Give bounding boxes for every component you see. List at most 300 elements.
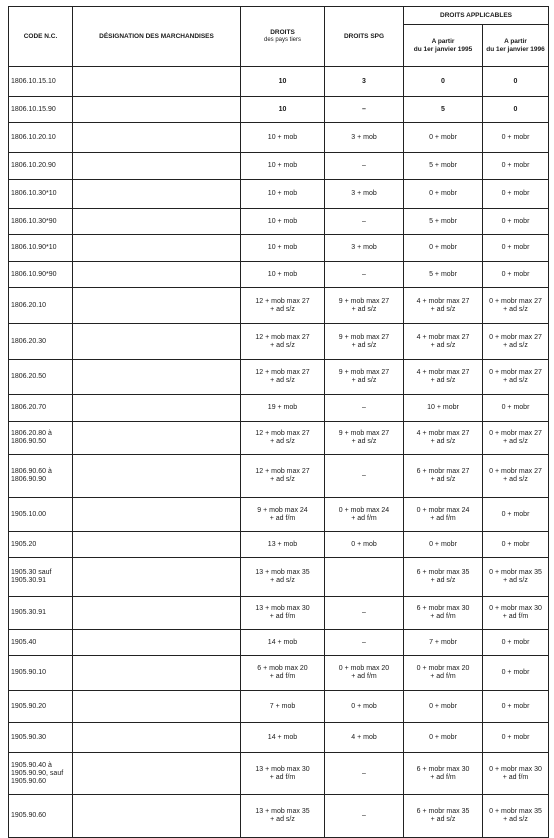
from-1995-cell: [404, 498, 483, 532]
from-1996-cell: [483, 395, 549, 422]
from-1995-cell-line: 7 + mobr: [429, 638, 457, 646]
pays-tiers-cell-line: + ad s/z: [270, 341, 295, 349]
tariff-body: [9, 67, 549, 838]
pays-tiers-cell: [241, 795, 325, 838]
pays-tiers-cell-line: + ad f/m: [269, 773, 296, 781]
spg-cell: [325, 422, 404, 455]
from-1995-cell: [404, 262, 483, 288]
from-1996-cell-line: 0 + mobr max 27: [489, 468, 542, 475]
spg-cell-line: –: [362, 769, 366, 777]
from-1996-cell-line: 0 + mobr: [501, 702, 530, 710]
from-1995-cell-line: + ad s/z: [430, 816, 456, 823]
from-1996-cell-line: 0 + mobr max 27: [489, 333, 542, 341]
from-1995-cell-line: 4 + mobr max 27: [416, 297, 470, 305]
from-1995-cell-line: 6 + mobr max 30: [416, 605, 470, 612]
header-from-1995-line1: A partir: [431, 37, 455, 45]
spg-cell: [325, 656, 404, 691]
pays-tiers-cell: [241, 753, 325, 795]
pays-tiers-cell-line: 14 + mob: [267, 638, 298, 646]
code-cell-line: 1905.90.60: [11, 812, 47, 819]
pays-tiers-cell: [241, 656, 325, 691]
from-1995-cell: [404, 753, 483, 795]
designation-cell: [73, 97, 241, 123]
from-1995-cell-line: + ad f/m: [430, 514, 456, 522]
header-pays-tiers-sub: des pays tiers: [263, 37, 302, 43]
pays-tiers-cell: [241, 455, 325, 498]
table-row: [9, 656, 549, 691]
from-1996-cell-line: 0: [513, 105, 518, 113]
spg-cell-line: + ad s/z: [351, 341, 377, 349]
from-1995-cell: [404, 180, 483, 209]
table-row: [9, 209, 549, 235]
from-1995-cell: [404, 422, 483, 455]
header-from-1995-line2: du 1er janvier 1995: [413, 45, 473, 53]
from-1995-cell-line: + ad s/z: [430, 341, 456, 349]
spg-cell: [325, 532, 404, 558]
pays-tiers-cell-line: 10: [278, 105, 287, 113]
from-1995-cell-line: + ad s/z: [430, 577, 456, 584]
from-1995-cell-line: + ad s/z: [430, 377, 456, 384]
spg-cell-line: + ad f/m: [351, 673, 377, 680]
designation-cell: [73, 180, 241, 209]
from-1996-cell: [483, 180, 549, 209]
from-1996-cell: [483, 153, 549, 180]
spg-cell-line: –: [362, 105, 366, 113]
spg-cell-line: 3 + mob: [351, 190, 377, 197]
pays-tiers-cell-line: 10 + mob: [267, 162, 298, 169]
from-1995-cell: [404, 723, 483, 753]
from-1995-cell: [404, 288, 483, 324]
from-1995-cell: [404, 235, 483, 262]
from-1996-cell-line: 0 + mobr: [501, 733, 530, 741]
pays-tiers-cell-line: + ad s/z: [270, 305, 295, 313]
spg-cell-line: –: [362, 812, 366, 819]
spg-cell-line: –: [362, 404, 366, 411]
from-1995-cell: [404, 630, 483, 656]
pays-tiers-cell: [241, 324, 325, 360]
header-pays-tiers: [241, 7, 325, 67]
code-cell-line: 1905.30.91: [11, 609, 47, 616]
code-cell: [9, 97, 73, 123]
code-cell: [9, 753, 73, 795]
spg-cell: [325, 723, 404, 753]
from-1995-cell: [404, 123, 483, 153]
from-1996-cell: [483, 558, 549, 597]
code-cell: [9, 180, 73, 209]
code-cell-line: 1806.20.30: [11, 337, 47, 345]
pays-tiers-cell-line: 12 + mob max 27: [255, 430, 310, 437]
spg-cell: [325, 324, 404, 360]
code-cell-line: 1806.10.30*10: [11, 190, 57, 197]
from-1996-cell-line: 0 + mobr: [501, 270, 530, 278]
from-1996-cell: [483, 324, 549, 360]
from-1996-cell-line: 0 + mobr max 35: [489, 808, 542, 815]
pays-tiers-cell: [241, 67, 325, 97]
table-row: [9, 67, 549, 97]
code-cell-line: 1806.20.50: [11, 373, 47, 380]
code-cell: [9, 691, 73, 723]
pays-tiers-cell: [241, 288, 325, 324]
from-1995-cell: [404, 209, 483, 235]
from-1995-cell-line: 6 + mobr max 30: [416, 765, 470, 773]
pays-tiers-cell-line: 10 + mob: [267, 270, 298, 278]
spg-cell: [325, 97, 404, 123]
code-cell: [9, 597, 73, 630]
spg-cell-line: + ad f/m: [351, 514, 377, 522]
from-1995-cell-line: 5 + mobr: [429, 162, 457, 169]
code-cell-line: 1806.10.20.10: [11, 133, 56, 141]
from-1995-cell-line: + ad s/z: [430, 476, 456, 483]
tariff-table: [8, 6, 549, 838]
spg-cell: [325, 395, 404, 422]
spg-cell-line: + ad s/z: [351, 377, 377, 384]
from-1996-cell: [483, 630, 549, 656]
pays-tiers-cell: [241, 180, 325, 209]
table-row: [9, 395, 549, 422]
pays-tiers-cell-line: + ad f/m: [269, 514, 296, 522]
code-cell-line: 1905.90.60: [11, 777, 47, 785]
spg-cell-line: 0 + mob max 24: [338, 506, 390, 514]
code-cell-line: 1806.90.50: [11, 438, 47, 445]
from-1996-cell: [483, 656, 549, 691]
header-code: CODE N.C.: [9, 7, 73, 67]
from-1996-cell-line: 0 + mobr: [501, 162, 530, 169]
from-1995-cell: [404, 360, 483, 395]
spg-cell: [325, 123, 404, 153]
from-1995-cell: [404, 67, 483, 97]
from-1995-cell-line: 4 + mobr max 27: [416, 369, 470, 376]
from-1995-cell-line: 0: [441, 77, 445, 85]
from-1995-cell-line: 0 + mobr: [429, 133, 457, 141]
code-cell: [9, 324, 73, 360]
code-cell-line: 1806.20.70: [11, 404, 47, 411]
designation-cell: [73, 422, 241, 455]
spg-cell-line: –: [362, 638, 366, 646]
from-1995-cell-line: 6 + mobr max 27: [416, 468, 470, 475]
from-1996-cell-line: + ad s/z: [503, 377, 528, 384]
from-1996-cell-line: 0 + mobr max 27: [489, 369, 542, 376]
table-row: [9, 455, 549, 498]
table-row: [9, 324, 549, 360]
from-1995-cell-line: + ad f/m: [430, 773, 456, 781]
spg-cell: [325, 209, 404, 235]
header-pays-tiers-main: DROITS: [270, 29, 295, 36]
table-row: [9, 123, 549, 153]
spg-cell-line: –: [362, 270, 366, 278]
spg-cell: [325, 753, 404, 795]
table-row: [9, 422, 549, 455]
pays-tiers-cell: [241, 123, 325, 153]
code-cell-line: 1905.30 sauf: [11, 569, 52, 576]
code-cell: [9, 123, 73, 153]
from-1995-cell-line: 6 + mobr max 35: [416, 808, 470, 815]
code-cell-line: 1905.90.10: [11, 669, 47, 676]
from-1996-cell-line: 0 + mobr max 27: [489, 297, 542, 305]
spg-cell: [325, 180, 404, 209]
from-1995-cell-line: 4 + mobr max 27: [416, 430, 470, 437]
spg-cell: [325, 630, 404, 656]
from-1995-cell-line: 6 + mobr max 35: [416, 569, 470, 576]
from-1995-cell-line: 4 + mobr max 27: [416, 333, 470, 341]
from-1995-cell: [404, 97, 483, 123]
code-cell-line: 1806.10.30*90: [11, 217, 57, 225]
pays-tiers-cell-line: 12 + mob max 27: [255, 297, 310, 305]
table-row: [9, 723, 549, 753]
table-row: [9, 180, 549, 209]
code-cell-line: 1905.40: [11, 638, 37, 646]
from-1995-cell-line: + ad f/m: [430, 613, 456, 620]
from-1996-cell-line: 0 + mobr: [501, 510, 530, 518]
from-1996-cell-line: + ad s/z: [503, 816, 528, 823]
code-cell: [9, 422, 73, 455]
pays-tiers-cell: [241, 209, 325, 235]
pays-tiers-cell-line: 13 + mob max 30: [255, 765, 310, 773]
spg-cell-line: 0 + mob: [351, 540, 377, 548]
from-1996-cell-line: 0 + mobr: [501, 190, 530, 197]
spg-cell-line: 3: [362, 77, 366, 85]
from-1995-cell: [404, 153, 483, 180]
pays-tiers-cell: [241, 532, 325, 558]
from-1995-cell-line: 0 + mobr: [429, 702, 457, 710]
code-cell-line: 1905.10.00: [11, 510, 47, 518]
table-row: [9, 558, 549, 597]
code-cell-line: 1905.90.40 à: [11, 761, 52, 769]
code-cell: [9, 455, 73, 498]
from-1995-cell: [404, 795, 483, 838]
pays-tiers-cell-line: 13 + mob max 35: [255, 569, 310, 576]
table-row: [9, 795, 549, 838]
designation-cell: [73, 558, 241, 597]
from-1995-cell-line: 10 + mobr: [427, 404, 459, 411]
from-1995-cell-line: 0 + mobr: [429, 733, 457, 741]
designation-cell: [73, 498, 241, 532]
from-1996-cell: [483, 532, 549, 558]
from-1996-cell-line: 0 + mobr: [501, 217, 530, 225]
table-row: [9, 753, 549, 795]
table-row: [9, 630, 549, 656]
code-cell: [9, 558, 73, 597]
from-1996-cell-line: 0 + mobr: [501, 244, 530, 251]
spg-cell-line: –: [362, 472, 366, 479]
spg-cell: [325, 67, 404, 97]
from-1995-cell-line: 5: [441, 105, 445, 113]
spg-cell-line: 3 + mob: [351, 133, 377, 141]
designation-cell: [73, 288, 241, 324]
pays-tiers-cell-line: 10 + mob: [267, 217, 298, 225]
designation-cell: [73, 235, 241, 262]
designation-cell: [73, 67, 241, 97]
spg-cell-line: + ad s/z: [351, 438, 377, 445]
from-1995-cell: [404, 324, 483, 360]
spg-cell: [325, 795, 404, 838]
from-1995-cell-line: 0 + mobr max 20: [416, 665, 470, 672]
spg-cell: [325, 691, 404, 723]
code-cell-line: 1905.90.20: [11, 702, 47, 710]
header-from-1996: [483, 25, 549, 67]
header-from-1995: [404, 25, 483, 67]
code-cell: [9, 395, 73, 422]
designation-cell: [73, 123, 241, 153]
spg-cell-line: + ad s/z: [351, 305, 377, 313]
pays-tiers-cell: [241, 691, 325, 723]
from-1996-cell: [483, 209, 549, 235]
designation-cell: [73, 656, 241, 691]
table-row: [9, 691, 549, 723]
from-1996-cell: [483, 288, 549, 324]
table-row: [9, 360, 549, 395]
from-1995-cell: [404, 455, 483, 498]
pays-tiers-cell: [241, 597, 325, 630]
code-cell: [9, 532, 73, 558]
tariff-page: [8, 6, 548, 838]
designation-cell: [73, 753, 241, 795]
pays-tiers-cell-line: 12 + mob max 27: [255, 333, 310, 341]
table-row: [9, 498, 549, 532]
from-1996-cell: [483, 97, 549, 123]
from-1996-cell: [483, 67, 549, 97]
from-1995-cell-line: + ad f/m: [430, 673, 456, 680]
designation-cell: [73, 597, 241, 630]
pays-tiers-cell-line: 14 + mob: [267, 733, 298, 741]
designation-cell: [73, 691, 241, 723]
code-cell: [9, 288, 73, 324]
from-1996-cell-line: 0 + mobr: [501, 540, 530, 548]
code-cell-line: 1905.90.30: [11, 733, 47, 741]
from-1995-cell: [404, 597, 483, 630]
from-1995-cell: [404, 532, 483, 558]
from-1996-cell-line: + ad f/m: [502, 613, 529, 620]
table-row: [9, 288, 549, 324]
from-1996-cell: [483, 753, 549, 795]
from-1996-cell: [483, 262, 549, 288]
spg-cell-line: 3 + mob: [351, 244, 377, 251]
code-cell-line: 1806.20.80 à: [11, 430, 52, 437]
spg-cell-line: –: [362, 609, 366, 616]
pays-tiers-cell: [241, 395, 325, 422]
pays-tiers-cell-line: 7 + mob: [269, 702, 296, 710]
pays-tiers-cell: [241, 558, 325, 597]
spg-cell-line: –: [362, 162, 366, 169]
from-1996-cell-line: + ad s/z: [503, 476, 528, 483]
pays-tiers-cell-line: + ad s/z: [270, 438, 295, 445]
from-1996-cell: [483, 360, 549, 395]
code-cell: [9, 723, 73, 753]
spg-cell: [325, 455, 404, 498]
table-row: [9, 235, 549, 262]
header-from-1996-line2: du 1er janvier 1996: [486, 45, 545, 53]
from-1996-cell-line: + ad s/z: [503, 438, 528, 445]
pays-tiers-cell: [241, 97, 325, 123]
spg-cell: [325, 235, 404, 262]
designation-cell: [73, 209, 241, 235]
pays-tiers-cell-line: 10 + mob: [267, 190, 298, 197]
code-cell-line: 1806.10.15.90: [11, 105, 56, 113]
pays-tiers-cell-line: 10 + mob: [267, 133, 298, 141]
spg-cell-line: 9 + mob max 27: [338, 430, 390, 437]
from-1996-cell-line: 0 + mobr: [501, 669, 530, 676]
from-1996-cell: [483, 597, 549, 630]
code-cell: [9, 656, 73, 691]
pays-tiers-cell-line: + ad s/z: [270, 377, 295, 384]
spg-cell: [325, 262, 404, 288]
from-1996-cell: [483, 498, 549, 532]
designation-cell: [73, 324, 241, 360]
spg-cell: [325, 360, 404, 395]
designation-cell: [73, 723, 241, 753]
spg-cell-line: –: [362, 217, 366, 225]
pays-tiers-cell: [241, 723, 325, 753]
code-cell-line: 1905.30.91: [11, 577, 47, 584]
code-cell-line: 1806.10.90*10: [11, 244, 57, 251]
from-1995-cell: [404, 656, 483, 691]
spg-cell-line: 4 + mob: [351, 733, 377, 741]
code-cell: [9, 630, 73, 656]
from-1996-cell-line: 0 + mobr max 30: [489, 605, 542, 612]
pays-tiers-cell: [241, 360, 325, 395]
pays-tiers-cell-line: 13 + mob: [267, 540, 298, 548]
from-1996-cell: [483, 422, 549, 455]
spg-cell: [325, 558, 404, 597]
code-cell-line: 1806.90.60 à: [11, 468, 52, 475]
pays-tiers-cell-line: 12 + mob max 27: [255, 468, 310, 475]
code-cell: [9, 262, 73, 288]
from-1995-cell-line: 0 + mobr: [429, 244, 457, 251]
header-designation: DÉSIGNATION DES MARCHANDISES: [73, 7, 241, 67]
code-cell: [9, 235, 73, 262]
designation-cell: [73, 360, 241, 395]
from-1995-cell-line: 0 + mobr: [429, 190, 457, 197]
code-cell-line: 1905.90.90, sauf: [11, 769, 64, 777]
code-cell: [9, 795, 73, 838]
designation-cell: [73, 532, 241, 558]
designation-cell: [73, 395, 241, 422]
code-cell-line: 1806.10.20.90: [11, 162, 56, 169]
designation-cell: [73, 262, 241, 288]
pays-tiers-cell-line: + ad s/z: [270, 816, 295, 823]
code-cell-line: 1806.90.90: [11, 476, 47, 483]
from-1995-cell-line: 5 + mobr: [429, 217, 457, 225]
from-1995-cell: [404, 395, 483, 422]
code-cell: [9, 209, 73, 235]
from-1996-cell-line: 0 + mobr max 30: [489, 765, 542, 773]
pays-tiers-cell-line: + ad f/m: [269, 673, 296, 680]
pays-tiers-cell-line: + ad s/z: [270, 476, 295, 483]
from-1996-cell-line: 0: [513, 77, 518, 85]
spg-cell: [325, 153, 404, 180]
code-cell-line: 1806.20.10: [11, 301, 47, 309]
from-1996-cell-line: 0 + mobr max 35: [489, 569, 542, 576]
code-cell: [9, 67, 73, 97]
from-1996-cell: [483, 795, 549, 838]
pays-tiers-cell-line: + ad f/m: [269, 613, 296, 620]
table-row: [9, 262, 549, 288]
pays-tiers-cell: [241, 262, 325, 288]
from-1996-cell-line: + ad s/z: [503, 577, 528, 584]
pays-tiers-cell: [241, 498, 325, 532]
code-cell: [9, 153, 73, 180]
pays-tiers-cell: [241, 235, 325, 262]
from-1996-cell: [483, 723, 549, 753]
designation-cell: [73, 153, 241, 180]
from-1996-cell-line: 0 + mobr: [501, 133, 530, 141]
from-1996-cell-line: + ad f/m: [502, 773, 529, 781]
designation-cell: [73, 795, 241, 838]
pays-tiers-cell-line: 10 + mob: [267, 244, 298, 251]
from-1996-cell-line: 0 + mobr: [501, 638, 530, 646]
designation-cell: [73, 630, 241, 656]
pays-tiers-cell: [241, 153, 325, 180]
code-cell-line: 1806.10.15.10: [11, 77, 56, 85]
